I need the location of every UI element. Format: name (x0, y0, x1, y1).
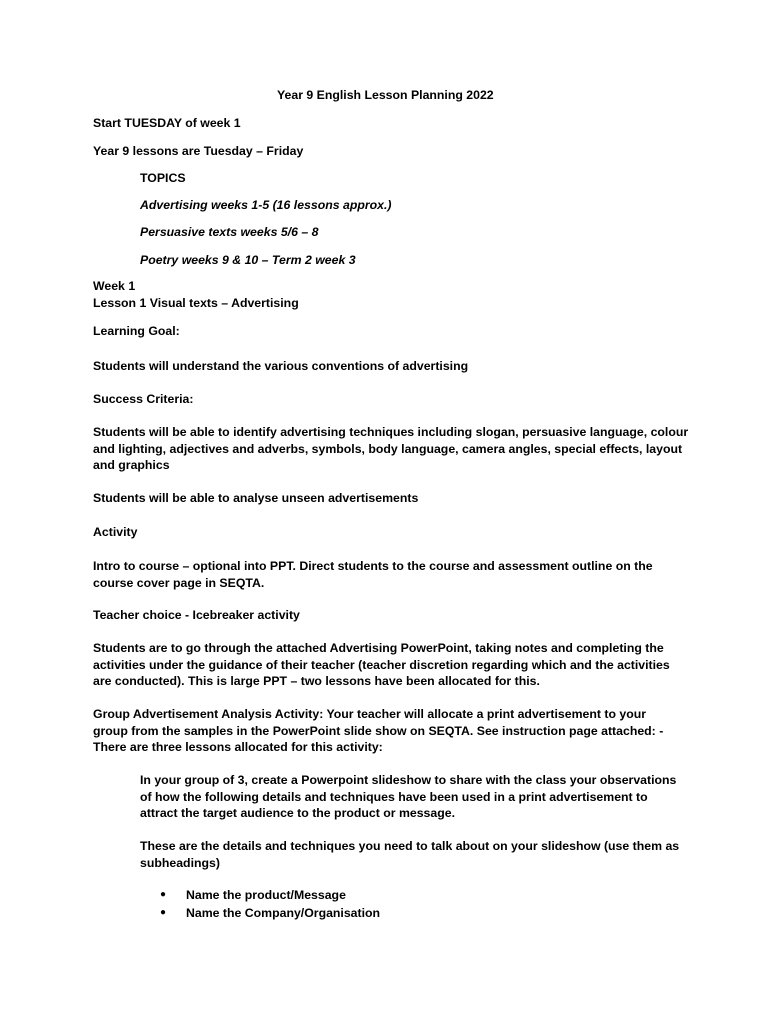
bullet-item-product: Name the product/Message (186, 888, 346, 902)
group-instructions-paragraph (140, 772, 676, 822)
lesson-heading: Lesson 1 Visual texts – Advertising (93, 296, 299, 310)
paragraph-line: of how the following details and techniques have been used in a print advertisement to (140, 789, 648, 804)
paragraph-line: Students will be able to identify advertising techniques including slogan, persuasive language, colour (93, 425, 689, 439)
intro-paragraph (93, 558, 653, 591)
paragraph-line: and graphics (93, 458, 170, 472)
paragraph-line: There are three lessons allocated for this activity: (93, 740, 383, 754)
success-criteria-paragraph (93, 424, 688, 474)
paragraph-line: group from the samples in the PowerPoint slide show on SEQTA. See instruction page attached: - (93, 723, 664, 738)
paragraph-line: These are the details and techniques you need to talk about on your slideshow (use them as (140, 839, 680, 853)
topic-item-poetry: Poetry weeks 9 & 10 – Term 2 week 3 (140, 253, 356, 267)
bullet-item-company: Name the Company/Organisation (186, 906, 381, 920)
activity-heading: Activity (93, 525, 138, 539)
teacher-choice-line: Teacher choice - Icebreaker activity (93, 608, 300, 622)
paragraph-line: subheadings) (140, 855, 220, 870)
success-criteria-analyse: Students will be able to analyse unseen advertisements (93, 491, 419, 505)
bullet-dot-icon: ● (160, 907, 167, 918)
start-line: Start TUESDAY of week 1 (93, 116, 241, 130)
learning-goal-heading: Learning Goal: (93, 324, 180, 338)
success-criteria-heading: Success Criteria: (93, 392, 194, 406)
topic-item-advertising: Advertising weeks 1-5 (16 lessons approx.) (140, 198, 392, 212)
paragraph-line: Intro to course – optional into PPT. Direct students to the course and assessment outline on the (93, 559, 653, 573)
topics-heading: TOPICS (140, 171, 186, 185)
paragraph-text: , taking notes and completing the (468, 641, 664, 655)
paragraph-line: Group Advertisement Analysis Activity: Your teacher will allocate a print advertisement to your (93, 707, 647, 721)
week-heading: Week 1 (93, 279, 136, 293)
paragraph-line: attract the target audience to the product or message. (140, 806, 456, 820)
bullet-dot-icon: ● (160, 889, 167, 900)
group-analysis-paragraph (93, 706, 663, 756)
advertising-powerpoint-link-text: Advertising PowerPoint (329, 641, 469, 655)
lesson-days-line: Year 9 lessons are Tuesday – Friday (93, 144, 304, 158)
paragraph-line: are conducted). This is large PPT – two lessons have been allocated for this. (93, 674, 540, 688)
topic-item-persuasive: Persuasive texts weeks 5/6 – 8 (140, 225, 319, 239)
paragraph-line: In your group of 3, create a Powerpoint slideshow to share with the class your observations (140, 773, 677, 787)
paragraph-line: course cover page in SEQTA. (93, 575, 265, 590)
document-title: Year 9 English Lesson Planning 2022 (277, 88, 494, 102)
paragraph-line: activities under the guidance of their teacher (teacher discretion regarding which and the activities (93, 657, 670, 672)
paragraph-line: and lighting, adjectives and adverbs, symbols, body language, camera angles, special effects, layout (93, 441, 683, 456)
learning-goal-text: Students will understand the various conventions of advertising (93, 359, 469, 373)
paragraph-line (93, 640, 670, 657)
paragraph-text: Students are to go through the attached (93, 641, 330, 655)
details-instructions-paragraph (140, 838, 679, 871)
ppt-paragraph (93, 640, 670, 690)
